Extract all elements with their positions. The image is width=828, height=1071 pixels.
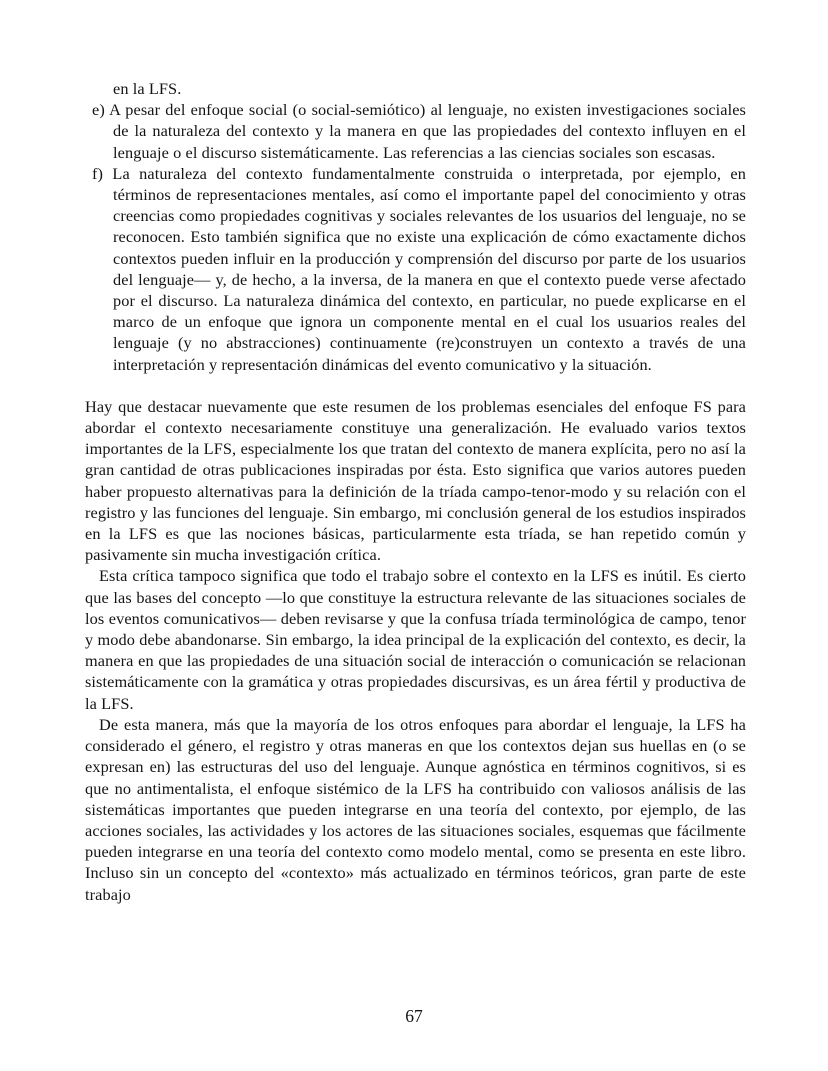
list-item-f-marker: f) [92, 163, 104, 183]
page-number: 67 [405, 1006, 423, 1026]
list-item-continuation: en la LFS. [113, 79, 182, 98]
body-text [85, 78, 746, 905]
list-item-e-text: A pesar del enfoque social (o social-semiótico) al lenguaje, no existen investigaciones sociales de la naturaleza del contexto y la manera en que las propiedades del contexto influyen en el lenguaje o el discurso sistemáticamente. Las referencias a las ciencias sociales son escasas. [109, 100, 746, 162]
list-item-f-text: La naturaleza del contexto fundamentalmente construida o interpretada, por ejemplo, en términos de representaciones mentales, así como el importante papel del conocimiento y otras creencias como propiedades cognitivas y sociales relevantes de los usuarios del lenguaje, no se reconocen. Esto también significa que no existe una explicación de cómo exactamente dichos contextos pueden influir en la producción y comprensión del discurso por parte de los usuarios del lenguaje— y, de hecho, a la inversa, de la manera en que el contexto puede verse afectado por el discurso. La naturaleza dinámica del contexto, en particular, no puede explicarse en el marco de un enfoque que ignora un componente mental en el cual los usuarios reales del lenguaje (y no abstracciones) continuamente (re)construyen un contexto a través de una interpretación y representación dinámicas del evento comunicativo y la situación. [112, 163, 747, 374]
paragraph-1: Hay que destacar nuevamente que este resumen de los problemas esenciales del enfoque FS para abordar el contexto necesariamente constituye una generalización. He evaluado varios textos importantes de la LFS, especialmente los que tratan del contexto de manera explícita, pero no así la gran cantidad de otras publicaciones inspiradas por ésta. Esto significa que varios autores pueden haber propuesto alternativas para la definición de la tríada campo-tenor-modo y su relación con el registro y las funciones del lenguaje. Sin embargo, mi conclusión general de los estudios inspirados en la LFS es que las nociones básicas, particularmente esta tríada, se han repetido común y pasivamente sin mucha investigación crítica. [85, 396, 746, 565]
paragraph-2: Esta crítica tampoco significa que todo el trabajo sobre el contexto en la LFS es inútil. Es cierto que las bases del concepto —lo que constituye la estructura relevante de las situaciones sociales de los eventos comunicativos— deben revisarse y que la confusa tríada terminológica de campo, tenor y modo debe abandonarse. Sin embargo, la idea principal de la explicación del contexto, es decir, la manera en que las propiedades de una situación social de interacción o comunicación se relacionan sistemáticamente con la gramática y otras propiedades discursivas, es un área fértil y productiva de la LFS. [85, 566, 746, 713]
list-item-e [85, 99, 746, 163]
list-item-f [85, 163, 746, 375]
paragraph-3: De esta manera, más que la mayoría de los otros enfoques para abordar el lenguaje, la LFS ha considerado el género, el registro y otras maneras en que los contextos dejan sus huellas en (o se expresan en) las estructuras del uso del lenguaje. Aunque agnóstica en términos cognitivos, si es que no antimentalista, el enfoque sistémico de la LFS ha contribuido con valiosos análisis de las sistemáticas importantes que pueden integrarse en una teoría del contexto, por ejemplo, de las acciones sociales, las actividades y los actores de las situaciones sociales, esquemas que fácilmente pueden integrarse en una teoría del contexto como modelo mental, como se presenta en este libro. Incluso sin un concepto del «contexto» más actualizado en términos teóricos, gran parte de este trabajo [85, 714, 746, 904]
list-item-e-marker: e) [92, 100, 105, 120]
